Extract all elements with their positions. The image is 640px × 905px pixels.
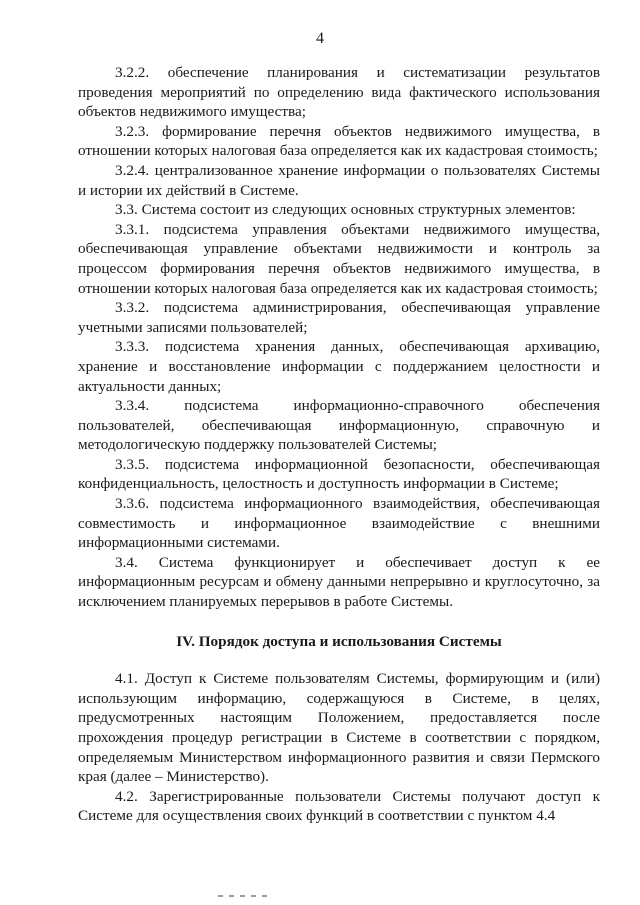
scan-mark [251,895,256,897]
scan-mark [240,895,245,897]
paragraph-3-3-5: 3.3.5. подсистема информационной безопасности, обеспечивающая конфиденциальность, целостность и доступность информации в Системе; [78,455,600,493]
paragraph-3-3-2: 3.3.2. подсистема администрирования, обеспечивающая управление учетными записями пользователей; [78,299,600,336]
scan-mark [229,895,234,897]
paragraph-3-2-4: 3.2.4. централизованное хранение информации о пользователях Системы и истории их действий в Системе. [78,161,600,199]
page-number: 4 [316,30,324,47]
paragraph-4-2: 4.2. Зарегистрированные пользователи Системы получают доступ к Системе для осуществления своих функций в соответствии с пунктом 4.4 [78,787,600,825]
document-body [78,63,600,826]
paragraph-4-1: 4.1. Доступ к Системе пользователям Системы, формирующим и (или) использующим информацию, содержащуюся в Системе, в целях, предусмотренных настоящим Положением, предоставляется после прохождения процедур регистрации в Системе в соответствии с порядком, определяемым Министерством информационного развития и связи Пермского края (далее – Министерство). [78,670,600,786]
section-heading: IV. Порядок доступа и использования Системы [176,632,502,650]
paragraph-3-2-2: 3.2.2. обеспечение планирования и систематизации результатов проведения мероприятий по определению вида фактического использования объектов недвижимого имущества; [78,64,600,121]
scan-mark [218,895,223,897]
paragraph-3-3-4: 3.3.4. подсистема информационно-справочного обеспечения пользователей, обеспечивающая информационную, справочную и методологическую поддержку пользователей Системы; [78,397,600,454]
paragraph-3-3: 3.3. Система состоит из следующих основных структурных элементов: [115,201,576,219]
paragraph-3-3-6: 3.3.6. подсистема информационного взаимодействия, обеспечивающая совместимость и информационное взаимодействие с внешними информационными системами. [78,495,600,552]
paragraph-3-2-3: 3.2.3. формирование перечня объектов недвижимого имущества, в отношении которых налоговая база определяется как их кадастровая стоимость; [78,122,600,160]
scan-artifact-marks [218,893,298,899]
scan-mark [262,895,267,897]
paragraph-3-3-1: 3.3.1. подсистема управления объектами недвижимого имущества, обеспечивающая управление объектами недвижимости и контроль за процессом формирования перечня объектов недвижимого имущества, в отношении которых налоговая база определяется как их кадастровая стоимость; [78,220,600,297]
paragraph-3-3-3: 3.3.3. подсистема хранения данных, обеспечивающая архивацию, хранение и восстановление информации с поддержанием целостности и актуальности данных; [78,338,600,395]
paragraph-3-4: 3.4. Система функционирует и обеспечивает доступ к ее информационным ресурсам и обмену данными непрерывно и круглосуточно, за исключением планируемых перерывов в работе Системы. [78,553,600,611]
